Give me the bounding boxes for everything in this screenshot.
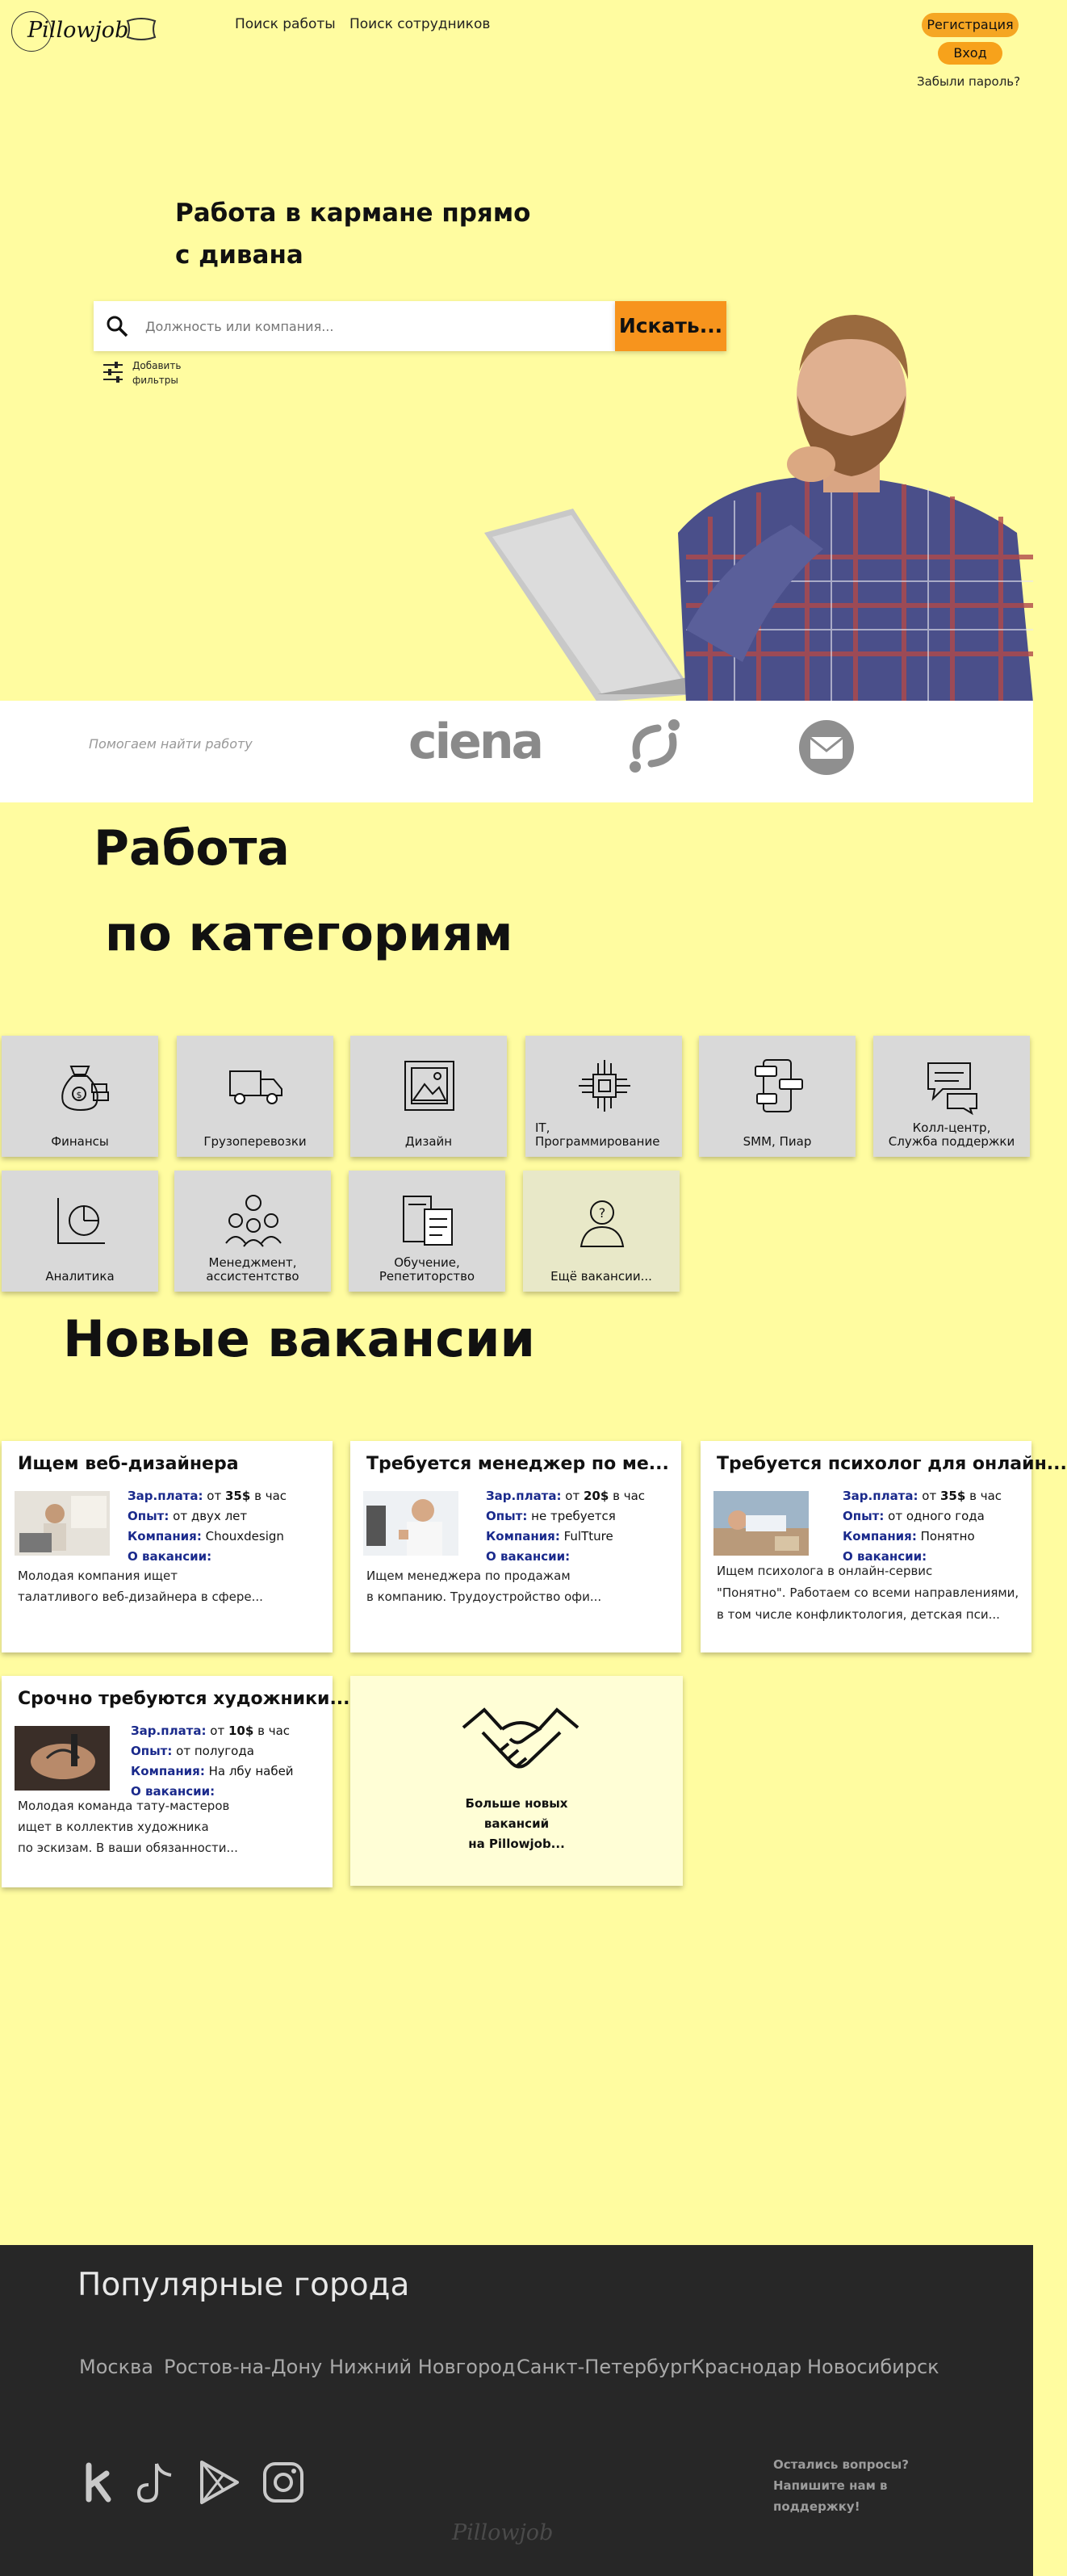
city-link-spb[interactable]: Санкт-Петербург xyxy=(517,2356,693,2378)
vacancy-card[interactable] xyxy=(701,1441,1067,1652)
vacancy-card[interactable] xyxy=(2,1441,333,1652)
svg-text:$: $ xyxy=(76,1090,82,1100)
more-vacancies-text: Больше новых вакансий на Pillowjob... xyxy=(465,1796,568,1851)
search-button[interactable]: Искать... xyxy=(615,301,726,351)
category-education[interactable] xyxy=(349,1171,505,1292)
vacancy-photo xyxy=(15,1491,110,1556)
category-design[interactable] xyxy=(350,1036,507,1157)
vacancy-description: Ищем психолога в онлайн-сервис "Понятно". Работаем со всеми направлениями, в том числе конфликтология, детская пси... xyxy=(717,1564,1019,1622)
vacancy-title: Срочно требуются художники... xyxy=(18,1689,350,1709)
vacancy-card[interactable] xyxy=(2,1676,350,1887)
vacancy-fields: Зар.плата: от 35$ в час Опыт: от одного года Компания: Понятно О вакансии: xyxy=(843,1489,1002,1564)
logo-text: Pillowjob xyxy=(27,18,129,43)
add-filters-line1: Добавить xyxy=(132,360,182,371)
add-filters-line2: фильтры xyxy=(132,375,178,386)
category-label: Грузоперевозки xyxy=(203,1134,307,1149)
city-link-krasnodar[interactable]: Краснодар xyxy=(691,2356,802,2378)
partners-caption: Помогаем найти работу xyxy=(89,736,253,752)
city-link-rostov[interactable]: Ростов-на-Дону xyxy=(164,2356,323,2378)
forgot-password-link[interactable]: Забыли пароль? xyxy=(917,74,1021,89)
design-icon xyxy=(400,1057,458,1115)
vacancy-photo xyxy=(713,1491,809,1556)
vacancy-fields: Зар.плата: от 35$ в час Опыт: от двух лет Компания: Chouxdesign О вакансии: xyxy=(128,1489,287,1564)
category-management[interactable] xyxy=(174,1171,331,1292)
categories-title-line2: по категориям xyxy=(105,906,513,962)
search-icon[interactable] xyxy=(105,314,129,338)
vacancy-photo xyxy=(15,1726,110,1791)
category-it[interactable] xyxy=(525,1036,682,1157)
partner-mail-logo xyxy=(797,718,856,777)
vacancy-fields: Зар.плата: от 10$ в час Опыт: от полугода Компания: На лбу набей О вакансии: xyxy=(131,1724,294,1799)
vacancy-title: Требуется менеджер по ме... xyxy=(366,1454,669,1474)
category-more[interactable] xyxy=(523,1171,680,1292)
tiktok-icon[interactable] xyxy=(132,2459,179,2506)
vacancy-description: Ищем менеджера по продажам в компанию. Трудоустройство офи... xyxy=(366,1569,602,1604)
category-analytics[interactable] xyxy=(2,1171,158,1292)
category-finance[interactable] xyxy=(2,1036,158,1157)
category-label: Колл-центр, Служба поддержки xyxy=(888,1120,1015,1149)
category-label: Аналитика xyxy=(45,1269,115,1284)
google-play-icon[interactable] xyxy=(195,2459,242,2506)
categories-title-line1: Работа xyxy=(94,820,290,877)
truck-icon xyxy=(227,1057,285,1115)
categories-title xyxy=(94,806,513,977)
footer-brand: Pillowjob xyxy=(452,2520,554,2545)
filters-icon[interactable] xyxy=(102,360,124,384)
hero-title xyxy=(175,192,546,276)
category-label: Ещё вакансии... xyxy=(550,1269,652,1284)
popular-cities-title: Популярные города xyxy=(77,2267,410,2303)
chart-icon xyxy=(52,1192,110,1250)
add-filters-link[interactable] xyxy=(132,358,197,387)
vacancy-title: Ищем веб-дизайнера xyxy=(18,1454,239,1474)
category-call-center[interactable] xyxy=(873,1036,1030,1157)
phone-icon xyxy=(749,1057,807,1115)
chip-icon xyxy=(575,1057,634,1115)
category-label: Финансы xyxy=(51,1134,109,1149)
partner-ciena-logo: ciena xyxy=(408,714,542,770)
hero-man-laptop-image xyxy=(484,291,1033,702)
hero-title-line1: Работа в кармане прямо xyxy=(175,199,531,228)
book-icon xyxy=(399,1192,457,1250)
category-label: IT, Программирование xyxy=(535,1120,660,1149)
question-icon xyxy=(573,1192,631,1250)
k-icon[interactable] xyxy=(76,2459,123,2506)
hero-title-line2: с дивана xyxy=(175,241,303,270)
category-label: Дизайн xyxy=(404,1134,453,1149)
vacancy-title: Требуется психолог для онлайн... xyxy=(717,1454,1067,1474)
vacancy-card[interactable] xyxy=(350,1441,681,1652)
vacancy-photo xyxy=(363,1491,458,1556)
category-label: Менеджмент, ассистентство xyxy=(206,1255,299,1284)
nav-job-search[interactable]: Поиск работы xyxy=(235,16,336,32)
search-input[interactable] xyxy=(145,312,597,341)
vacancy-description: Молодая команда тату-мастеров ищет в коллектив художника по эскизам. В ваши обязанности... xyxy=(18,1799,238,1855)
nav-employee-search[interactable]: Поиск сотрудников xyxy=(349,16,491,32)
handshake-icon xyxy=(460,1705,581,1781)
more-vacancies-card[interactable] xyxy=(350,1676,683,1886)
finance-icon xyxy=(52,1057,110,1115)
vacancy-fields: Зар.плата: от 20$ в час Опыт: не требуется Компания: FulTture О вакансии: xyxy=(486,1489,646,1564)
chat-icon xyxy=(923,1057,981,1115)
new-vacancies-title: Новые вакансии xyxy=(63,1309,535,1368)
login-button[interactable]: Вход xyxy=(938,42,1002,65)
category-trucking[interactable] xyxy=(177,1036,333,1157)
svg-text:?: ? xyxy=(598,1205,606,1221)
city-link-nizhny[interactable]: Нижний Новгород xyxy=(329,2356,516,2378)
partner-swirl-logo xyxy=(626,717,684,775)
support-link[interactable]: Остались вопросы? Напишите нам в поддержку! xyxy=(773,2457,909,2514)
category-label: SMM, Пиар xyxy=(743,1134,812,1149)
logo[interactable] xyxy=(11,11,158,52)
category-smm[interactable] xyxy=(699,1036,856,1157)
pillow-icon xyxy=(124,16,158,42)
category-label: Обучение, Репетиторство xyxy=(379,1255,475,1284)
instagram-icon[interactable] xyxy=(260,2459,307,2506)
register-button[interactable]: Регистрация xyxy=(922,13,1019,37)
city-link-moscow[interactable]: Москва xyxy=(79,2356,153,2378)
team-icon xyxy=(224,1192,282,1250)
city-link-novosibirsk[interactable]: Новосибирск xyxy=(807,2356,939,2378)
vacancy-description: Молодая компания ищет талатливого веб-дизайнера в сфере... xyxy=(18,1569,263,1604)
